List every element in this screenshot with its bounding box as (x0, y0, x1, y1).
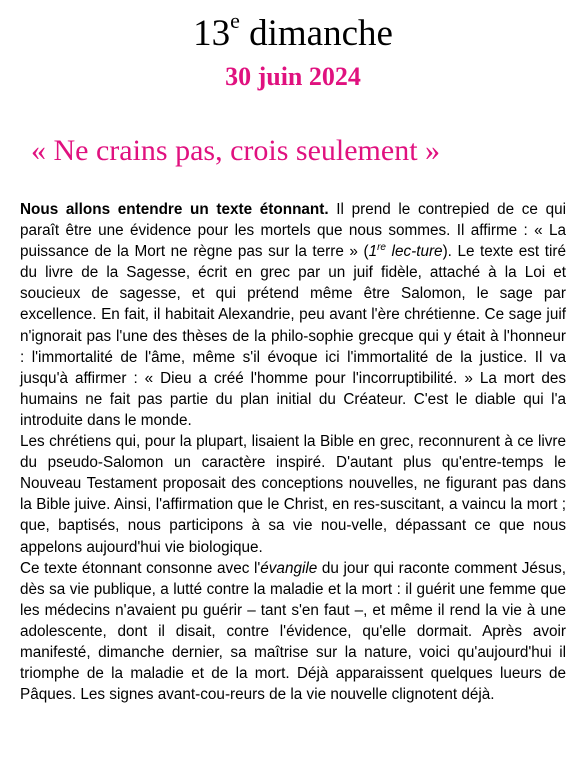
reading-reference (369, 243, 443, 260)
paragraph-1 (20, 199, 566, 431)
paragraph-3-text-a: Ce texte étonnant consonne avec l' (20, 559, 261, 577)
paragraph-2: Les chrétiens qui, pour la plupart, lisaient la Bible en grec, reconnurent à ce livre du pseudo-Salomon un caractère inspiré. D'autant plus qu'entre-temps le Nouveau Testament proposait des conceptions nouvelles, ne figurant pas dans la Bible juive. Ainsi, l'affirmation que le Christ, en res-suscitant, a vaincu la mort ; que, baptisés, nous participons à sa vie nou-velle, dépassant ce que nous appelons aujourd'hui vie biologique. (20, 433, 566, 556)
quote-heading: « Ne crains pas, crois seulement » (31, 134, 441, 167)
page-title (0, 7, 586, 56)
paragraph-3-text-b: du jour qui raconte comment Jésus, dès sa vie publique, a lutté contre la maladie et la mort : il guérit une femme que les médecins n'avaient pu guérir – tant s'en faut –, et même il rend la vie à une adolescente, dont il disait, contre l'évidence, qu'elle dormait. Après avoir manifesté, dimanche dernier, sa maîtrise sur la nature, voici qu'aujourd'hui il triomphe de la maladie et de la mort. Déjà apparaissent quelques lueurs de Pâques. Les signes avant-cou-reurs de la vie nouvelle clignotent déjà. (20, 559, 566, 704)
paragraph-3 (20, 558, 566, 706)
reading-superscript: re (377, 242, 386, 254)
lead-sentence: Nous allons entendre un texte étonnant. (20, 201, 329, 218)
paragraph-1-text-a: Il prend le contrepied de ce qui paraît être une évidence pour les mortels que nous sommes. Il affirme : « La puissance de la Mort ne règne pas sur la terre » ( (20, 201, 566, 261)
date-heading: 30 juin 2024 (225, 62, 361, 91)
paragraph-1-text-b: ). Le texte est tiré du livre de la Sagesse, écrit en grec par un juif fidèle, attaché à la Loi et soucieux de sagesse, et qui prétend même être Salomon, le sage par excellence. En fait, il habitait Alexandrie, peu avant l'ère chrétienne. Ce sage juif n'ignorait pas l'une des thèses de la philo-sophie grecque qui y était à l'honneur : l'immortalité de l'âme, même s'il évoque ici l'immortalité de la justice. Il va jusqu'à affirmer : « Dieu a créé l'homme pour l'incorruptibilité. » La mort des humains ne fait pas partie du plan initial du Créateur. C'est le diable qui l'a introduite dans le monde. (20, 243, 566, 429)
title-superscript: e (230, 7, 240, 33)
title-word: dimanche (239, 13, 393, 54)
reading-word: lec-ture (385, 243, 443, 261)
body-text (20, 199, 566, 705)
reading-number: 1 (368, 243, 378, 261)
gospel-word: évangile (260, 559, 318, 577)
title-number: 13 (193, 13, 231, 54)
